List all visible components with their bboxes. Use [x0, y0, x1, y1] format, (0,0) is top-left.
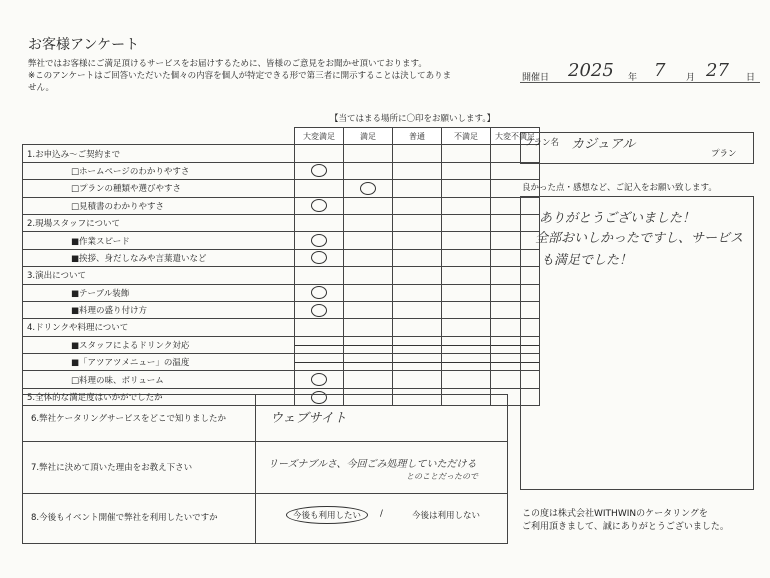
survey-question-label: ■挨拶、身だしなみや言葉遣いなど	[23, 249, 295, 266]
footer-line-1: この度は株式会社WITHWINのケータリングを	[522, 509, 708, 519]
comments-label: 良かった点・感想など、ご記入をお願い致します。	[522, 183, 717, 193]
month-unit: 月	[686, 73, 696, 83]
thank-you-footer	[522, 508, 729, 534]
rating-cell[interactable]	[344, 354, 393, 371]
intro-line-2: ※このアンケートはご回答いただいた個々の内容を個人が特定できる形で第三者に開示することは決してありま	[28, 71, 452, 81]
survey-item-row	[23, 284, 540, 301]
rating-cell[interactable]	[344, 336, 393, 353]
q8-option-use-again[interactable]: 今後も利用したい	[286, 506, 368, 524]
rating-cell[interactable]	[344, 301, 393, 318]
rating-cell[interactable]	[295, 232, 344, 249]
q8-answer-field	[255, 493, 508, 543]
intro-line-1: 弊社ではお客様にご満足頂けるサービスをお届けするために、皆様のご意見をお聞かせ頂いております。	[28, 59, 427, 69]
rating-cell[interactable]	[442, 319, 491, 336]
rating-cell[interactable]	[393, 162, 442, 179]
survey-item-row	[23, 301, 540, 318]
plan-name-field[interactable]	[520, 132, 754, 164]
rating-cell[interactable]	[393, 336, 442, 353]
date-day: 27	[706, 60, 729, 81]
rating-cell[interactable]	[295, 214, 344, 231]
rating-cell[interactable]	[344, 284, 393, 301]
rating-cell[interactable]	[344, 214, 393, 231]
rating-cell[interactable]	[344, 267, 393, 284]
rating-cell[interactable]	[491, 162, 540, 179]
rating-cell[interactable]	[442, 301, 491, 318]
rating-cell[interactable]	[295, 145, 344, 162]
rating-cell[interactable]	[442, 371, 491, 388]
q7-answer-line2: とのことだったので	[406, 472, 478, 481]
rating-header: 普通	[393, 128, 442, 145]
rating-cell[interactable]	[295, 180, 344, 197]
rating-cell[interactable]	[295, 197, 344, 214]
rating-cell[interactable]	[442, 180, 491, 197]
circle-mark-icon	[360, 182, 376, 195]
circle-mark-icon	[311, 286, 327, 299]
question-7	[23, 441, 507, 494]
rating-cell[interactable]	[393, 197, 442, 214]
rating-cell[interactable]	[442, 336, 491, 353]
q6-answer-field[interactable]	[255, 395, 508, 441]
survey-question-label: □見積書のわかりやすさ	[23, 197, 295, 214]
rating-cell[interactable]	[442, 145, 491, 162]
survey-item-row	[23, 336, 540, 353]
instruction-note: 【当てはまる場所に〇印をお願いします。】	[330, 114, 496, 124]
q6-answer: ウェブサイト	[270, 411, 347, 426]
comment-line-2: 全部おいしかったですし、サービス	[535, 231, 744, 246]
rating-header: 満足	[344, 128, 393, 145]
intro-text	[28, 58, 508, 94]
survey-question-label: 5.全体的な満足度はいかがでしたか	[23, 388, 295, 405]
survey-question-label: ■テーブル装飾	[23, 284, 295, 301]
circle-mark-icon	[311, 164, 327, 177]
circle-mark-icon	[311, 251, 327, 264]
survey-question-label: □料理の味、ボリューム	[23, 371, 295, 388]
circle-mark-icon	[311, 199, 327, 212]
question-box	[22, 394, 508, 544]
survey-question-label: ■作業スピード	[23, 232, 295, 249]
rating-cell[interactable]	[442, 284, 491, 301]
rating-cell[interactable]	[442, 214, 491, 231]
intro-line-3: せん。	[28, 83, 55, 93]
q7-answer: リーズナブルさ、今回ごみ処理していただける	[268, 459, 477, 470]
q6-label: 6.弊社ケータリングサービスをどこで知りましたか	[31, 414, 226, 424]
survey-question-label: 2.現場スタッフについて	[23, 214, 295, 231]
rating-cell[interactable]	[295, 354, 344, 371]
rating-cell[interactable]	[295, 162, 344, 179]
date-year: 2025	[568, 60, 614, 81]
rating-cell[interactable]	[344, 145, 393, 162]
question-6	[23, 395, 507, 442]
plan-suffix: プラン	[711, 149, 737, 159]
circle-mark-icon	[311, 234, 327, 247]
survey-section-row	[23, 214, 540, 231]
survey-item-row	[23, 162, 540, 179]
rating-cell[interactable]	[344, 197, 393, 214]
survey-question-label: □プランの種類や選びやすさ	[23, 180, 295, 197]
survey-question-label: □ホームページのわかりやすさ	[23, 162, 295, 179]
survey-section-row	[23, 267, 540, 284]
circle-mark-icon	[311, 304, 327, 317]
rating-cell[interactable]	[393, 249, 442, 266]
rating-cell[interactable]	[393, 284, 442, 301]
plan-value: カジュアル	[571, 137, 636, 152]
rating-cell[interactable]	[393, 180, 442, 197]
survey-section-row	[23, 319, 540, 336]
survey-item-row	[23, 249, 540, 266]
plan-label: プラン名	[525, 138, 560, 148]
survey-question-label: 4.ドリンクや料理について	[23, 319, 295, 336]
q8-option-not-use[interactable]: 今後は利用しない	[412, 511, 481, 521]
q8-label: 8.今後もイベント開催で弊社を利用したいですか	[31, 513, 218, 523]
rating-header: 大変不満足	[491, 128, 540, 145]
rating-cell[interactable]	[344, 249, 393, 266]
rating-header: 不満足	[442, 128, 491, 145]
survey-item-row	[23, 180, 540, 197]
survey-question-label: ■スタッフによるドリンク対応	[23, 336, 295, 353]
rating-cell[interactable]	[393, 267, 442, 284]
q7-label: 7.弊社に決めて頂いた理由をお教え下さい	[31, 463, 193, 473]
rating-cell[interactable]	[393, 301, 442, 318]
form-title: お客様アンケート	[28, 37, 140, 53]
survey-question-label: ■「アツアツメニュー」の温度	[23, 354, 295, 371]
date-label: 開催日	[522, 73, 550, 83]
rating-cell[interactable]	[393, 214, 442, 231]
rating-cell[interactable]	[442, 354, 491, 371]
footer-line-2: ご利用頂きまして、誠にありがとうございました。	[522, 522, 729, 532]
rating-cell[interactable]	[344, 162, 393, 179]
survey-question-label: 3.演出について	[23, 267, 295, 284]
rating-cell[interactable]	[393, 354, 442, 371]
date-month: 7	[654, 60, 666, 81]
rating-cell[interactable]	[442, 249, 491, 266]
survey-item-row	[23, 197, 540, 214]
comment-line-1: ありがとうございました！	[539, 211, 696, 226]
rating-cell[interactable]	[442, 232, 491, 249]
rating-cell[interactable]	[344, 180, 393, 197]
rating-cell[interactable]	[442, 197, 491, 214]
rating-cell[interactable]	[393, 371, 442, 388]
q8-separator: /	[380, 509, 383, 519]
rating-cell[interactable]	[295, 301, 344, 318]
rating-cell[interactable]	[295, 371, 344, 388]
rating-cell[interactable]	[344, 319, 393, 336]
blank-header	[23, 128, 295, 145]
date-underline	[520, 82, 760, 83]
survey-question-label: 1.お申込み～ご契約まで	[23, 145, 295, 162]
rating-header: 大変満足	[295, 128, 344, 145]
rating-header-row	[23, 128, 540, 145]
survey-item-row	[23, 354, 540, 371]
rating-cell[interactable]	[393, 319, 442, 336]
rating-cell[interactable]	[442, 267, 491, 284]
rating-cell[interactable]	[393, 145, 442, 162]
survey-question-label: ■料理の盛り付け方	[23, 301, 295, 318]
rating-cell[interactable]	[295, 249, 344, 266]
rating-cell[interactable]	[344, 371, 393, 388]
rating-table	[22, 127, 540, 406]
event-date[interactable]	[520, 60, 760, 88]
rating-cell[interactable]	[295, 336, 344, 353]
year-unit: 年	[628, 73, 638, 83]
rating-cell[interactable]	[344, 232, 393, 249]
rating-cell[interactable]	[393, 232, 442, 249]
rating-cell[interactable]	[295, 319, 344, 336]
survey-section-row	[23, 145, 540, 162]
question-8	[23, 493, 507, 543]
survey-item-row	[23, 232, 540, 249]
circle-mark-icon	[311, 373, 327, 386]
q7-answer-field[interactable]	[255, 441, 508, 493]
day-unit: 日	[746, 73, 756, 83]
survey-item-row	[23, 371, 540, 388]
rating-cell[interactable]	[295, 267, 344, 284]
comments-box[interactable]	[520, 196, 754, 490]
rating-cell[interactable]	[442, 162, 491, 179]
comment-line-3: も満足でした！	[541, 253, 633, 268]
rating-cell[interactable]	[295, 284, 344, 301]
